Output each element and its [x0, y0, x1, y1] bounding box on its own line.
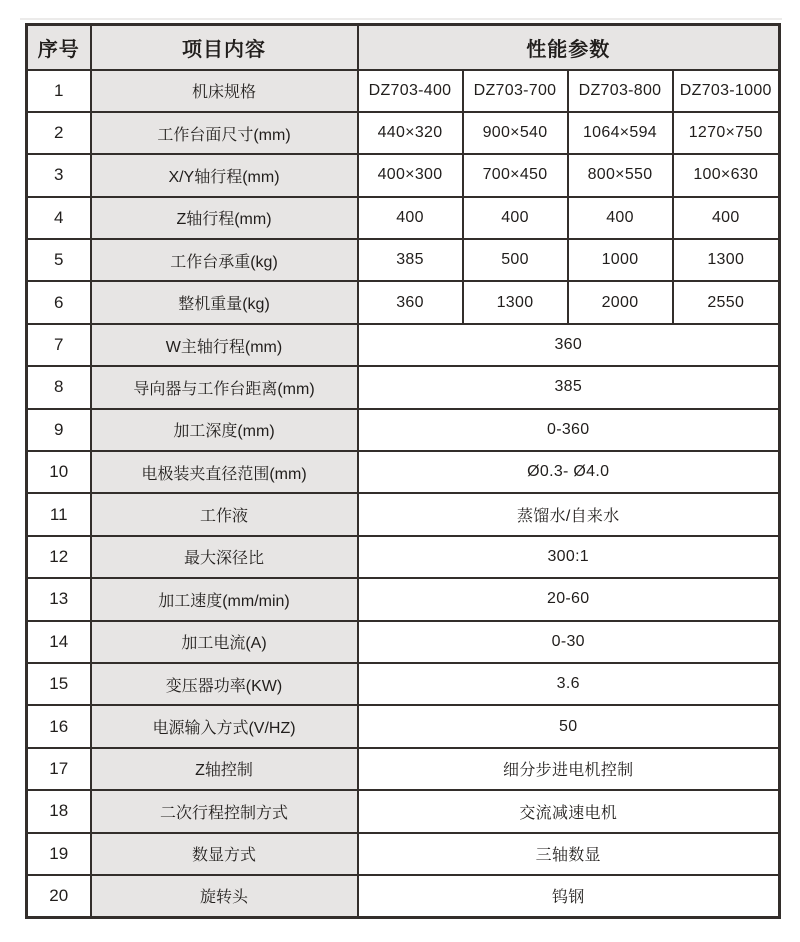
- item-name-cell: Z轴控制: [91, 748, 358, 790]
- item-name-cell: 最大深径比: [91, 536, 358, 578]
- table-row: [27, 536, 780, 578]
- param-value-cell: DZ703-800: [568, 70, 673, 112]
- table-row: [27, 154, 780, 196]
- param-value-cell: 交流减速电机: [358, 790, 780, 832]
- table-row: [27, 324, 780, 366]
- param-value-cell: 900×540: [463, 112, 568, 154]
- param-value-cell: 0-360: [358, 409, 780, 451]
- row-number-cell: 14: [27, 621, 91, 663]
- item-name-cell: 加工电流(A): [91, 621, 358, 663]
- param-value-cell: DZ703-400: [358, 70, 463, 112]
- item-name-cell: 旋转头: [91, 875, 358, 917]
- row-number-cell: 7: [27, 324, 91, 366]
- row-number-cell: 18: [27, 790, 91, 832]
- table-row: [27, 833, 780, 875]
- top-divider: [20, 18, 782, 20]
- row-number-cell: 13: [27, 578, 91, 620]
- param-value-cell: 1270×750: [673, 112, 780, 154]
- item-name-cell: X/Y轴行程(mm): [91, 154, 358, 196]
- item-name-cell: 变压器功率(KW): [91, 663, 358, 705]
- item-name-cell: 工作台面尺寸(mm): [91, 112, 358, 154]
- item-name-cell: 机床规格: [91, 70, 358, 112]
- param-value-cell: 20-60: [358, 578, 780, 620]
- item-name-cell: 工作台承重(kg): [91, 239, 358, 281]
- param-value-cell: 钨钢: [358, 875, 780, 917]
- param-value-cell: Ø0.3- Ø4.0: [358, 451, 780, 493]
- row-number-cell: 3: [27, 154, 91, 196]
- param-value-cell: DZ703-1000: [673, 70, 780, 112]
- item-name-cell: 电极装夹直径范围(mm): [91, 451, 358, 493]
- row-number-cell: 9: [27, 409, 91, 451]
- item-name-cell: W主轴行程(mm): [91, 324, 358, 366]
- header-row: [27, 25, 780, 70]
- param-value-cell: 1064×594: [568, 112, 673, 154]
- row-number-cell: 4: [27, 197, 91, 239]
- param-value-cell: 800×550: [568, 154, 673, 196]
- param-value-cell: 蒸馏水/自来水: [358, 493, 780, 535]
- param-value-cell: 500: [463, 239, 568, 281]
- param-value-cell: 2000: [568, 281, 673, 323]
- param-value-cell: 300:1: [358, 536, 780, 578]
- param-value-cell: 100×630: [673, 154, 780, 196]
- param-value-cell: 50: [358, 705, 780, 747]
- param-value-cell: 440×320: [358, 112, 463, 154]
- item-name-cell: 二次行程控制方式: [91, 790, 358, 832]
- param-value-cell: 细分步进电机控制: [358, 748, 780, 790]
- table-row: [27, 748, 780, 790]
- item-name-cell: 数显方式: [91, 833, 358, 875]
- param-value-cell: 360: [358, 281, 463, 323]
- param-value-cell: 2550: [673, 281, 780, 323]
- param-value-cell: 400: [358, 197, 463, 239]
- table-row: [27, 578, 780, 620]
- row-number-cell: 17: [27, 748, 91, 790]
- item-name-cell: 电源输入方式(V/HZ): [91, 705, 358, 747]
- param-value-cell: 1300: [463, 281, 568, 323]
- header-col-item: 项目内容: [91, 25, 358, 70]
- row-number-cell: 20: [27, 875, 91, 917]
- row-number-cell: 19: [27, 833, 91, 875]
- row-number-cell: 12: [27, 536, 91, 578]
- table-row: [27, 663, 780, 705]
- table-row: [27, 70, 780, 112]
- table-row: [27, 281, 780, 323]
- param-value-cell: 360: [358, 324, 780, 366]
- table-row: [27, 875, 780, 917]
- row-number-cell: 8: [27, 366, 91, 408]
- table-row: [27, 705, 780, 747]
- table-row: [27, 239, 780, 281]
- row-number-cell: 6: [27, 281, 91, 323]
- spec-table: [25, 23, 781, 919]
- item-name-cell: 加工速度(mm/min): [91, 578, 358, 620]
- header-col-index: 序号: [27, 25, 91, 70]
- param-value-cell: 3.6: [358, 663, 780, 705]
- item-name-cell: Z轴行程(mm): [91, 197, 358, 239]
- header-col-params: 性能参数: [358, 25, 780, 70]
- table-row: [27, 112, 780, 154]
- param-value-cell: 0-30: [358, 621, 780, 663]
- row-number-cell: 11: [27, 493, 91, 535]
- row-number-cell: 5: [27, 239, 91, 281]
- table-row: [27, 451, 780, 493]
- table-row: [27, 409, 780, 451]
- param-value-cell: 385: [358, 239, 463, 281]
- row-number-cell: 15: [27, 663, 91, 705]
- table-row: [27, 366, 780, 408]
- param-value-cell: DZ703-700: [463, 70, 568, 112]
- table-row: [27, 493, 780, 535]
- param-value-cell: 400: [568, 197, 673, 239]
- item-name-cell: 导向器与工作台距离(mm): [91, 366, 358, 408]
- param-value-cell: 400×300: [358, 154, 463, 196]
- param-value-cell: 385: [358, 366, 780, 408]
- param-value-cell: 700×450: [463, 154, 568, 196]
- item-name-cell: 整机重量(kg): [91, 281, 358, 323]
- param-value-cell: 1000: [568, 239, 673, 281]
- table-row: [27, 197, 780, 239]
- param-value-cell: 三轴数显: [358, 833, 780, 875]
- param-value-cell: 400: [463, 197, 568, 239]
- param-value-cell: 400: [673, 197, 780, 239]
- item-name-cell: 加工深度(mm): [91, 409, 358, 451]
- item-name-cell: 工作液: [91, 493, 358, 535]
- row-number-cell: 16: [27, 705, 91, 747]
- row-number-cell: 2: [27, 112, 91, 154]
- table-row: [27, 621, 780, 663]
- row-number-cell: 1: [27, 70, 91, 112]
- param-value-cell: 1300: [673, 239, 780, 281]
- table-row: [27, 790, 780, 832]
- row-number-cell: 10: [27, 451, 91, 493]
